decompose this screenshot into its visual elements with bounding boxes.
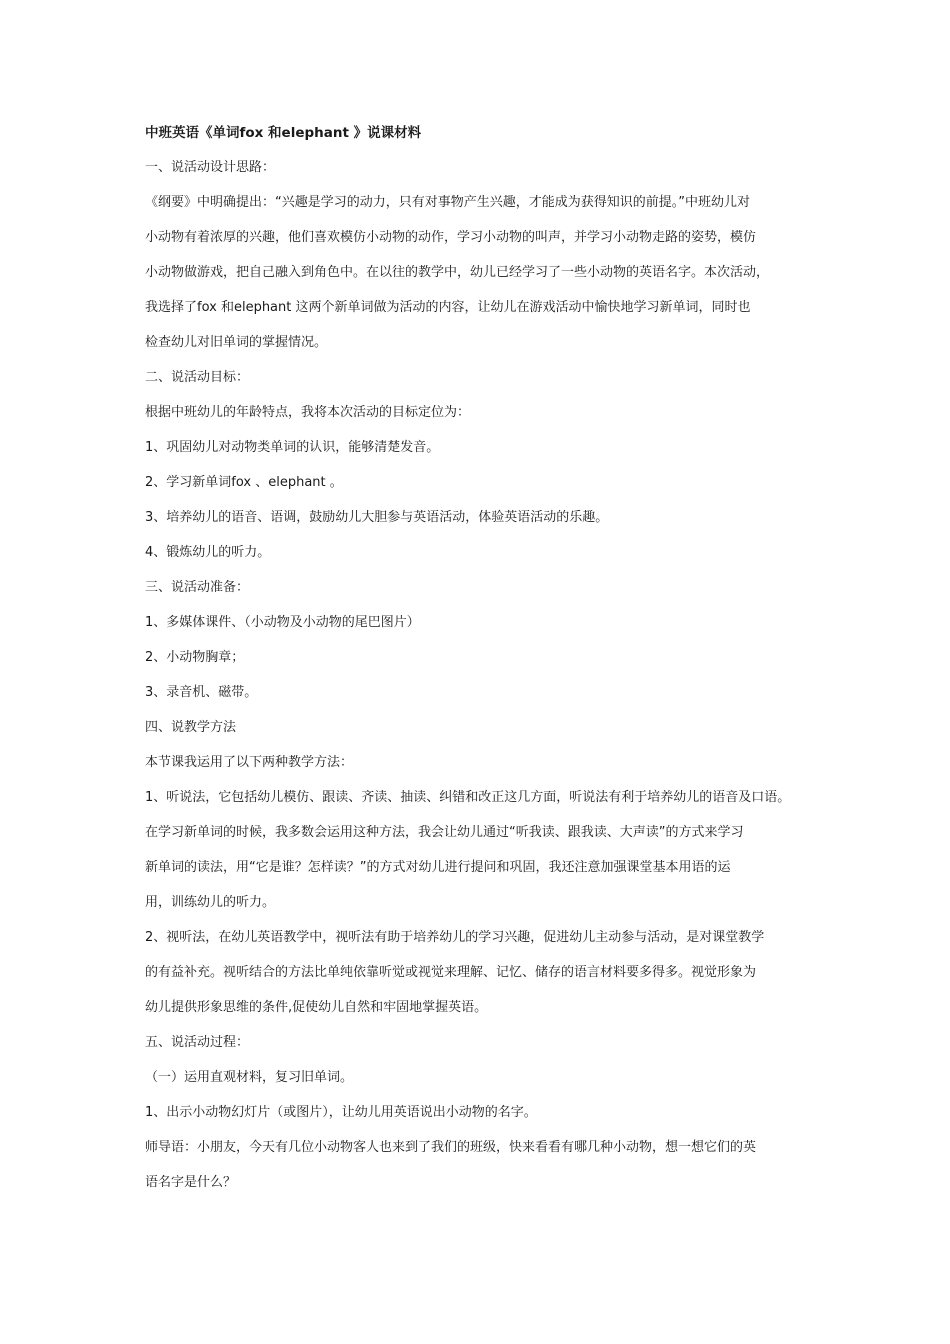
list-item: 1、出示小动物幻灯片（或图片），让幼儿用英语说出小动物的名字。	[145, 1105, 537, 1120]
paragraph-line: 语名字是什么？	[145, 1175, 237, 1190]
list-item: 3、录音机、磁带。	[145, 685, 258, 700]
list-item: 4、锻炼幼儿的听力。	[145, 545, 271, 560]
paragraph-line: 小动物有着浓厚的兴趣，他们喜欢模仿小动物的动作，学习小动物的叫声，并学习小动物走路的姿势，模仿	[145, 230, 757, 245]
paragraph-line: 在学习新单词的时候，我多数会运用这种方法，我会让幼儿通过“听我读、跟我读、大声读”的方式来学习	[145, 825, 744, 840]
paragraph-line: 我选择了fox 和elephant 这两个新单词做为活动的内容，让幼儿在游戏活动中愉快地学习新单词，同时也	[145, 300, 751, 315]
section-heading: 四、说教学方法	[145, 720, 237, 735]
list-item: 3、培养幼儿的语音、语调，鼓励幼儿大胆参与英语活动，体验英语活动的乐趣。	[145, 510, 609, 525]
section-heading: 二、说活动目标：	[145, 370, 250, 385]
paragraph-line: 的有益补充。视听结合的方法比单纯依靠听觉或视觉来理解、记忆、储存的语言材料要多得多。视觉形象为	[145, 965, 757, 980]
paragraph-line: 《纲要》中明确提出：“兴趣是学习的动力，只有对事物产生兴趣，才能成为获得知识的前提。”中班幼儿对	[145, 195, 750, 210]
list-item: 2、小动物胸章；	[145, 650, 245, 665]
paragraph-line: 师导语：小朋友，今天有几位小动物客人也来到了我们的班级，快来看看有哪几种小动物，想一想它们的英	[145, 1140, 757, 1155]
paragraph-line: 本节课我运用了以下两种教学方法：	[145, 755, 354, 770]
paragraph-line: 1、听说法，它包括幼儿模仿、跟读、齐读、抽读、纠错和改正这几方面，听说法有利于培养幼儿的语音及口语。	[145, 790, 791, 805]
section-heading: 一、说活动设计思路：	[145, 160, 276, 175]
list-item: 1、多媒体课件、（小动物及小动物的尾巴图片）	[145, 615, 420, 630]
paragraph-line: 根据中班幼儿的年龄特点，我将本次活动的目标定位为：	[145, 405, 471, 420]
paragraph-line: 新单词的读法，用“它是谁？怎样读？”的方式对幼儿进行提问和巩固，我还注意加强课堂基本用语的运	[145, 860, 731, 875]
paragraph-line: 2、视听法，在幼儿英语教学中，视听法有助于培养幼儿的学习兴趣，促进幼儿主动参与活动，是对课堂教学	[145, 930, 765, 945]
paragraph-line: 用，训练幼儿的听力。	[145, 895, 276, 910]
paragraph-line: 检查幼儿对旧单词的掌握情况。	[145, 335, 328, 350]
document-title: 中班英语《单词fox 和elephant 》说课材料	[145, 125, 422, 141]
document-body	[145, 125, 825, 1209]
list-item: 1、巩固幼儿对动物类单词的认识，能够清楚发音。	[145, 440, 440, 455]
subsection-heading: （一）运用直观材料，复习旧单词。	[145, 1070, 354, 1085]
paragraph-line: 小动物做游戏，把自己融入到角色中。在以往的教学中，幼儿已经学习了一些小动物的英语名字。本次活动，	[145, 265, 770, 280]
list-item: 2、学习新单词fox 、elephant 。	[145, 475, 343, 490]
paragraph-line: 幼儿提供形象思维的条件,促使幼儿自然和牢固地掌握英语。	[145, 1000, 488, 1015]
section-heading: 五、说活动过程：	[145, 1035, 250, 1050]
section-heading: 三、说活动准备：	[145, 580, 250, 595]
